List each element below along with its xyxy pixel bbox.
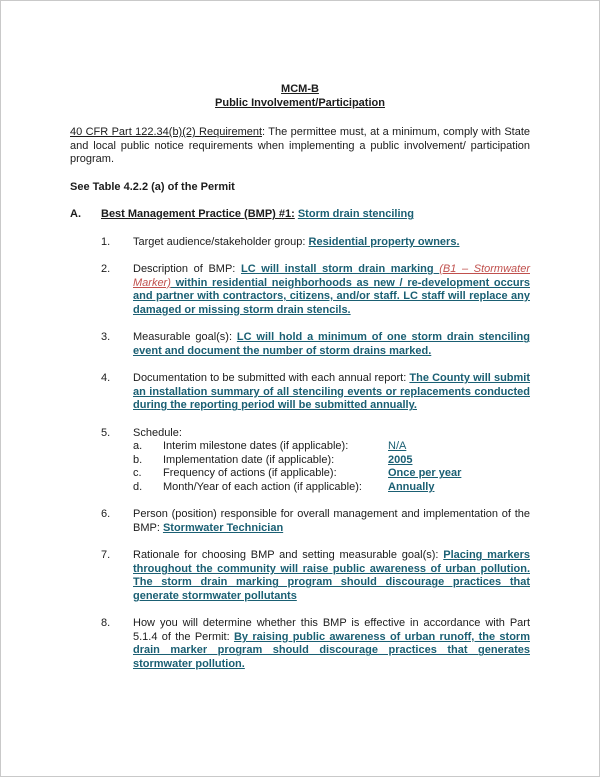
- schedule-d-label: Month/Year of each action (if applicable):: [163, 480, 362, 493]
- item-5-label: Schedule:: [133, 426, 182, 439]
- schedule-a-value: N/A: [388, 440, 407, 453]
- schedule-row-c: [133, 467, 530, 481]
- schedule-d-value: Annually: [388, 480, 435, 493]
- bmp-item-8: [70, 617, 530, 671]
- schedule-a-label: Interim milestone dates (if applicable):: [163, 440, 349, 453]
- section-a-letter: A.: [70, 208, 81, 221]
- schedule-row-a: [133, 440, 530, 454]
- bmp-item-2: [70, 263, 530, 317]
- item-1-label: Target audience/stakeholder group:: [133, 235, 309, 248]
- bmp-item-7: [70, 549, 530, 603]
- schedule-row-d: [133, 481, 530, 495]
- title-line-1: MCM-B: [281, 83, 319, 95]
- item-2-value-pre: LC will install storm drain marking: [241, 263, 440, 276]
- bmp-item-4: [70, 372, 530, 413]
- schedule-b-value: 2005: [388, 453, 413, 466]
- item-4-number: 4.: [101, 372, 111, 385]
- requirement-text: : The permittee must, at a minimum, comply with State and local public notice requirements when implementing a public involvement/ participation program.: [70, 126, 530, 166]
- bmp-item-6: [70, 508, 530, 535]
- schedule-c-value: Once per year: [388, 467, 462, 480]
- title-line-2: Public Involvement/Participation: [215, 96, 385, 109]
- section-a-value: Storm drain stenciling: [297, 208, 414, 221]
- item-1-number: 1.: [101, 235, 111, 248]
- item-2-value-marker-note: (B1 – Stormwater Marker): [133, 263, 530, 289]
- item-2-number: 2.: [101, 263, 111, 276]
- item-6-value: Stormwater Technician: [162, 521, 284, 534]
- section-a-heading: [70, 208, 530, 222]
- item-4-label: Documentation to be submitted with each annual report:: [133, 372, 410, 385]
- requirement-label: 40 CFR Part 122.34(b)(2) Requirement: [70, 126, 263, 139]
- document-title: [70, 83, 530, 110]
- requirement-paragraph: [70, 126, 530, 167]
- item-3-label: Measurable goal(s):: [133, 331, 237, 344]
- item-5-number: 5.: [101, 426, 111, 439]
- item-8-label: How you will determine whether this BMP is effective in accordance with Part 5.1.4 of the Permit:: [133, 617, 530, 643]
- item-1-value: Residential property owners.: [308, 235, 460, 248]
- schedule-b-letter: b.: [133, 453, 143, 466]
- see-table-note: See Table 4.2.2 (a) of the Permit: [70, 180, 235, 193]
- item-2-label: Description of BMP:: [133, 263, 241, 276]
- item-8-number: 8.: [101, 617, 111, 630]
- schedule-b-label: Implementation date (if applicable):: [163, 453, 335, 466]
- item-7-label: Rationale for choosing BMP and setting measurable goal(s):: [133, 549, 444, 562]
- bmp-item-5: [70, 427, 530, 495]
- item-4-value: The County will submit an installation summary of all stenciling events or replacements conducted during the reporting period will be submitted annually.: [133, 372, 531, 412]
- schedule-row-b: [133, 454, 530, 468]
- bmp-item-1: [70, 236, 530, 250]
- section-a-label: Best Management Practice (BMP) #1:: [101, 208, 295, 221]
- schedule-a-letter: a.: [133, 440, 143, 453]
- schedule-c-letter: c.: [133, 467, 142, 480]
- item-7-value: Placing markers throughout the community will raise public awareness of urban pollution. The storm drain marking program should discourage practices that generate stormwater pollutants: [133, 549, 530, 602]
- schedule-c-label: Frequency of actions (if applicable):: [163, 467, 337, 480]
- bmp-item-3: [70, 331, 530, 358]
- item-3-number: 3.: [101, 331, 111, 344]
- item-8-value: By raising public awareness of urban runoff, the storm drain marker program should discourage practices that generates stormwater pollution.: [133, 630, 530, 670]
- item-3-value: LC will hold a minimum of one storm drain stenciling event and document the number of storm drains marked.: [133, 331, 530, 357]
- item-7-number: 7.: [101, 549, 111, 562]
- item-6-number: 6.: [101, 508, 111, 521]
- item-6-label: Person (position) responsible for overall management and implementation of the BMP:: [133, 508, 530, 534]
- schedule-d-letter: d.: [133, 480, 143, 493]
- item-2-value-post: within residential neighborhoods as new / re-development occurs and partner with contractors, citizens, and/or staff. LC staff will replace any damaged or missing storm drain stencils.: [133, 276, 530, 316]
